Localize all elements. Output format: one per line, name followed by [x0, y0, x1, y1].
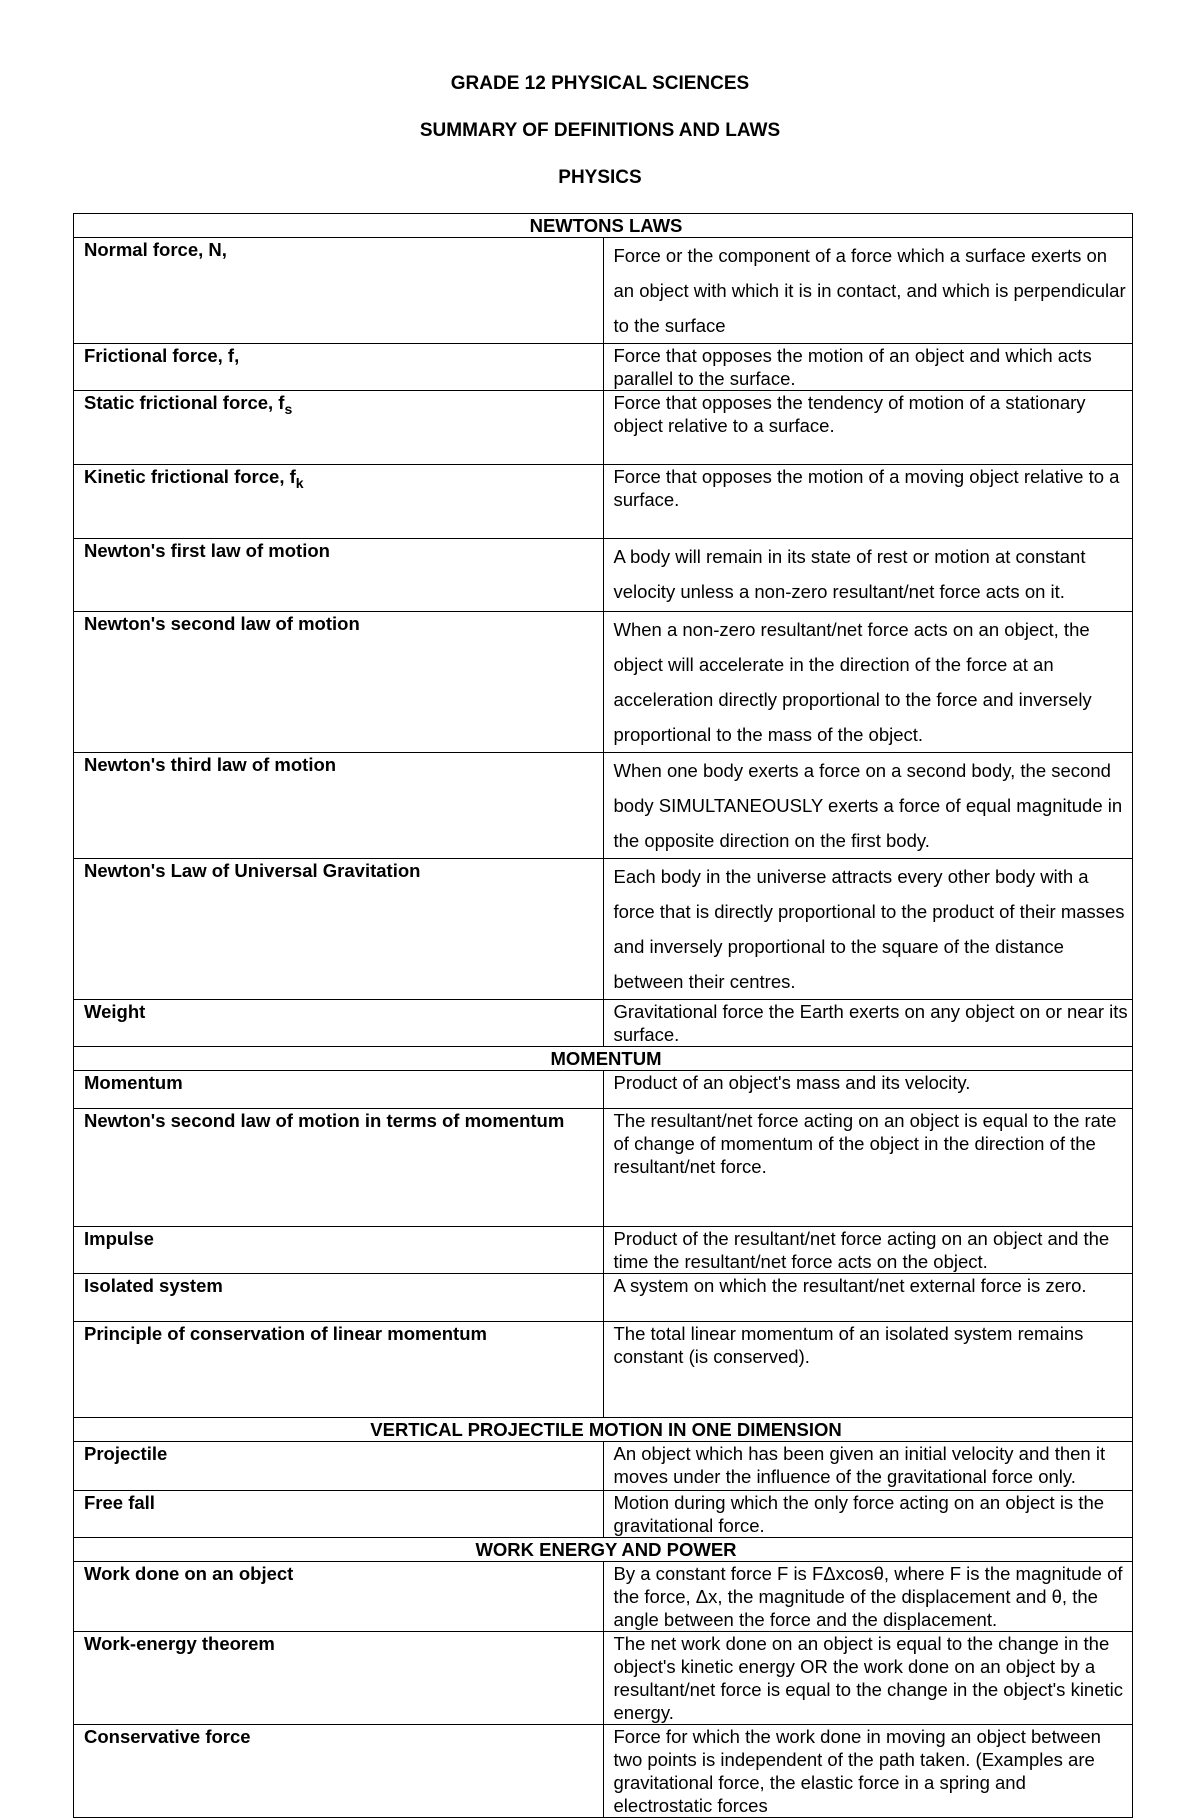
table-row — [74, 1632, 1133, 1725]
table-row — [74, 1322, 1133, 1418]
term-text: Static frictional force, f — [84, 392, 285, 413]
table-row — [74, 391, 1133, 465]
section-title-momentum: MOMENTUM — [74, 1047, 1133, 1071]
term-subscript: k — [295, 475, 304, 491]
definition-cell: Motion during which the only force acting on an object is the gravitational force. — [603, 1491, 1133, 1538]
term-cell: Impulse — [74, 1227, 604, 1274]
term-cell — [74, 391, 604, 465]
term-cell: Work-energy theorem — [74, 1632, 604, 1725]
definition-cell: The resultant/net force acting on an object is equal to the rate of change of momentum of the object in the direction of the resultant/net force. — [603, 1109, 1133, 1227]
definitions-table — [73, 213, 1133, 1818]
term-cell: Free fall — [74, 1491, 604, 1538]
table-row — [74, 238, 1133, 344]
definition-cell: Force that opposes the motion of a moving object relative to a surface. — [603, 465, 1133, 539]
table-row — [74, 1109, 1133, 1227]
section-header-row — [74, 214, 1133, 238]
term-cell: Newton's Law of Universal Gravitation — [74, 859, 604, 1000]
table-row — [74, 539, 1133, 612]
definition-cell: Force that opposes the motion of an object and which acts parallel to the surface. — [603, 344, 1133, 391]
term-cell: Work done on an object — [74, 1562, 604, 1632]
definition-cell: Product of the resultant/net force acting on an object and the time the resultant/net force acts on the object. — [603, 1227, 1133, 1274]
definition-cell: Each body in the universe attracts every other body with a force that is directly proportional to the product of their masses and inversely proportional to the square of the distance between their centres. — [603, 859, 1133, 1000]
table-row — [74, 1562, 1133, 1632]
table-row — [74, 1491, 1133, 1538]
term-cell: Momentum — [74, 1071, 604, 1109]
definition-cell: Force that opposes the tendency of motion of a stationary object relative to a surface. — [603, 391, 1133, 465]
document-title: GRADE 12 PHYSICAL SCIENCES — [450, 73, 750, 94]
definition-cell: The total linear momentum of an isolated system remains constant (is conserved). — [603, 1322, 1133, 1418]
term-cell: Weight — [74, 1000, 604, 1047]
table-row — [74, 1000, 1133, 1047]
subject-heading: PHYSICS — [558, 167, 642, 188]
definition-cell: A body will remain in its state of rest or motion at constant velocity unless a non-zero resultant/net force acts on it. — [603, 539, 1133, 612]
term-cell: Newton's second law of motion in terms of momentum — [74, 1109, 604, 1227]
term-cell: Normal force, N, — [74, 238, 604, 344]
section-title-newtons-laws: NEWTONS LAWS — [74, 214, 1133, 238]
term-cell: Principle of conservation of linear momentum — [74, 1322, 604, 1418]
definition-cell: By a constant force F is FΔxcosθ, where F is the magnitude of the force, Δx, the magnitude of the displacement and θ, the angle between the force and the displacement. — [603, 1562, 1133, 1632]
table-row — [74, 753, 1133, 859]
document-subtitle: SUMMARY OF DEFINITIONS AND LAWS — [419, 120, 781, 141]
definition-cell: Force for which the work done in moving an object between two points is independent of the path taken. (Examples are gravitational force, the elastic force in a spring and electrostatic forces — [603, 1725, 1133, 1818]
table-row — [74, 1274, 1133, 1322]
definition-cell: Gravitational force the Earth exerts on any object on or near its surface. — [603, 1000, 1133, 1047]
table-row — [74, 1071, 1133, 1109]
term-cell: Conservative force — [74, 1725, 604, 1818]
term-text: Kinetic frictional force, f — [84, 466, 296, 487]
section-header-row — [74, 1418, 1133, 1442]
definition-cell: When one body exerts a force on a second body, the second body SIMULTANEOUSLY exerts a force of equal magnitude in the opposite direction on the first body. — [603, 753, 1133, 859]
term-cell: Newton's second law of motion — [74, 612, 604, 753]
table-row — [74, 1442, 1133, 1491]
table-row — [74, 612, 1133, 753]
table-row — [74, 859, 1133, 1000]
definition-cell: Force or the component of a force which a surface exerts on an object with which it is in contact, and which is perpendicular to the surface — [603, 238, 1133, 344]
definition-cell: The net work done on an object is equal to the change in the object's kinetic energy OR the work done on an object by a resultant/net force is equal to the change in the object's kinetic energy. — [603, 1632, 1133, 1725]
definition-cell: When a non-zero resultant/net force acts on an object, the object will accelerate in the direction of the force at an acceleration directly proportional to the force and inversely proportional to the mass of the object. — [603, 612, 1133, 753]
definition-cell: An object which has been given an initial velocity and then it moves under the influence of the gravitational force only. — [603, 1442, 1133, 1491]
table-row — [74, 1725, 1133, 1818]
term-cell: Newton's first law of motion — [74, 539, 604, 612]
section-title-projectile-motion: VERTICAL PROJECTILE MOTION IN ONE DIMENSION — [74, 1418, 1133, 1442]
table-row — [74, 344, 1133, 391]
table-row — [74, 465, 1133, 539]
definition-cell: A system on which the resultant/net external force is zero. — [603, 1274, 1133, 1322]
table-row — [74, 1227, 1133, 1274]
section-header-row — [74, 1538, 1133, 1562]
term-cell: Frictional force, f, — [74, 344, 604, 391]
term-cell: Newton's third law of motion — [74, 753, 604, 859]
term-subscript: s — [284, 401, 293, 417]
term-cell — [74, 465, 604, 539]
term-cell: Projectile — [74, 1442, 604, 1491]
section-title-work-energy-power: WORK ENERGY AND POWER — [74, 1538, 1133, 1562]
term-cell: Isolated system — [74, 1274, 604, 1322]
section-header-row — [74, 1047, 1133, 1071]
definition-cell: Product of an object's mass and its velocity. — [603, 1071, 1133, 1109]
